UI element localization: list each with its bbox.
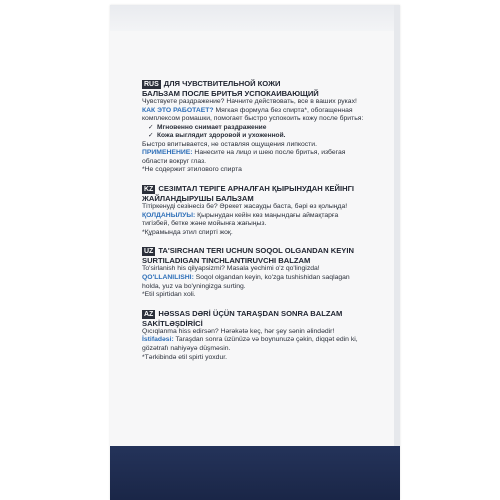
rus-note: *Не содержит этилового спирта: [142, 166, 242, 174]
kz-use-text: Қырынудан кейін көз маңындағы аймақтарға тигізбей, бетке және мойынға жағыңыз.: [142, 211, 339, 228]
rus-heading: [142, 79, 364, 98]
section-az: [142, 309, 364, 362]
section-rus: [142, 79, 364, 175]
az-use-text: Taraşdan sonra üzünüzə və boynunuzə çəkin, diqqət edin ki, gözətrafı nahiyəyə düşməsin.: [142, 336, 358, 352]
kz-tag: KZ: [144, 185, 154, 193]
rus-bullet-2-text: Кожа выглядит здоровой и ухоженной.: [157, 132, 286, 140]
check-icon: ✓: [148, 132, 154, 140]
az-use-label: İstifadəsi:: [142, 336, 174, 344]
kz-intro: Тітіркенуді сезінесіз бе? Әрекет жасауды баста, бәрі өз қолыңда!: [142, 202, 348, 210]
rus-absorb: Быстро впитывается, не оставляя ощущения липкости.: [142, 140, 317, 148]
az-title: HƏSSAS DƏRİ ÜÇÜN TARAŞDAN SONRA BALZAM SAKİTLƏŞDİRİCİ: [142, 308, 343, 328]
az-note: *Tərkibində etil spirti yoxdur.: [142, 353, 227, 361]
az-use: [142, 336, 364, 353]
rus-title-2: БАЛЬЗАМ ПОСЛЕ БРИТЬЯ УСПОКАИВАЮЩИЙ: [142, 89, 319, 98]
az-intro: Qıcıqlanma hiss edirsən? Hərəkətə keç, hər şey sənin əlindədir!: [142, 327, 335, 335]
uz-note: *Etil spirtidan xoli.: [142, 291, 196, 299]
box-side-stripe: [394, 5, 400, 500]
uz-use-label: QO'LLANILISHI:: [142, 273, 194, 281]
rus-how: [142, 107, 364, 124]
rus-tag: RUS: [144, 81, 159, 88]
uz-intro: To'sirlanish his qilyapsizmi? Masala yechimi o'z qo'lingizda!: [142, 265, 320, 273]
box-bottom-band: [110, 446, 400, 500]
label-text-block: [142, 79, 364, 371]
section-kz: [142, 184, 364, 237]
rus-use-label: ПРИМЕНЕНИЕ:: [142, 149, 193, 157]
uz-use-text: Soqol olgandan keyin, ko'zga tushishidan saqlagan holda, yuz va bo'yningizga surting.: [142, 273, 350, 290]
rus-use: [142, 149, 364, 166]
uz-use: [142, 274, 364, 291]
az-heading: [142, 309, 364, 328]
kz-note: *Құрамында этил спирті жоқ.: [142, 228, 233, 236]
section-uz: [142, 246, 364, 299]
rus-bullet-1: [148, 124, 364, 132]
rus-use-text: Нанесите на лицо и шею после бритья, избегая области вокруг глаз.: [142, 149, 346, 165]
uz-title: TA'SIRCHAN TERI UCHUN SOQOL OLGANDAN KEYIN SURTILADIGAN TINCHLANTIRUVCHI BALZAM: [142, 246, 354, 266]
kz-heading: [142, 184, 364, 203]
rus-how-text: Мягкая формула без спирта*, обогащенная комплексом ромашки, помогает быстро успокоить кожу после бритья:: [142, 106, 364, 123]
rus-bullet-2: [148, 132, 364, 140]
rus-how-label: КАК ЭТО РАБОТАЕТ?: [142, 106, 214, 114]
product-box: [110, 5, 400, 500]
kz-use-label: ҚОЛДАНЫЛУЫ:: [142, 211, 196, 219]
rus-intro: Чувствуете раздражение? Начните действовать, все в ваших руках!: [142, 98, 357, 105]
kz-title: СЕЗІМТАЛ ТЕРІГЕ АРНАЛҒАН ҚЫРЫНУДАН КЕЙІНГІ ЖАЙЛАНДЫРУШЫ БАЛЬЗАМ: [142, 183, 354, 203]
az-tag: AZ: [144, 310, 154, 318]
uz-heading: [142, 246, 364, 265]
box-top-stripe: [110, 5, 400, 31]
check-icon: ✓: [148, 123, 154, 131]
uz-tag: UZ: [144, 248, 154, 256]
rus-bullet-1-text: Мгновенно снимает раздражение: [157, 123, 267, 131]
kz-use: [142, 212, 364, 229]
rus-title-1: ДЛЯ ЧУВСТВИТЕЛЬНОЙ КОЖИ: [163, 79, 281, 88]
